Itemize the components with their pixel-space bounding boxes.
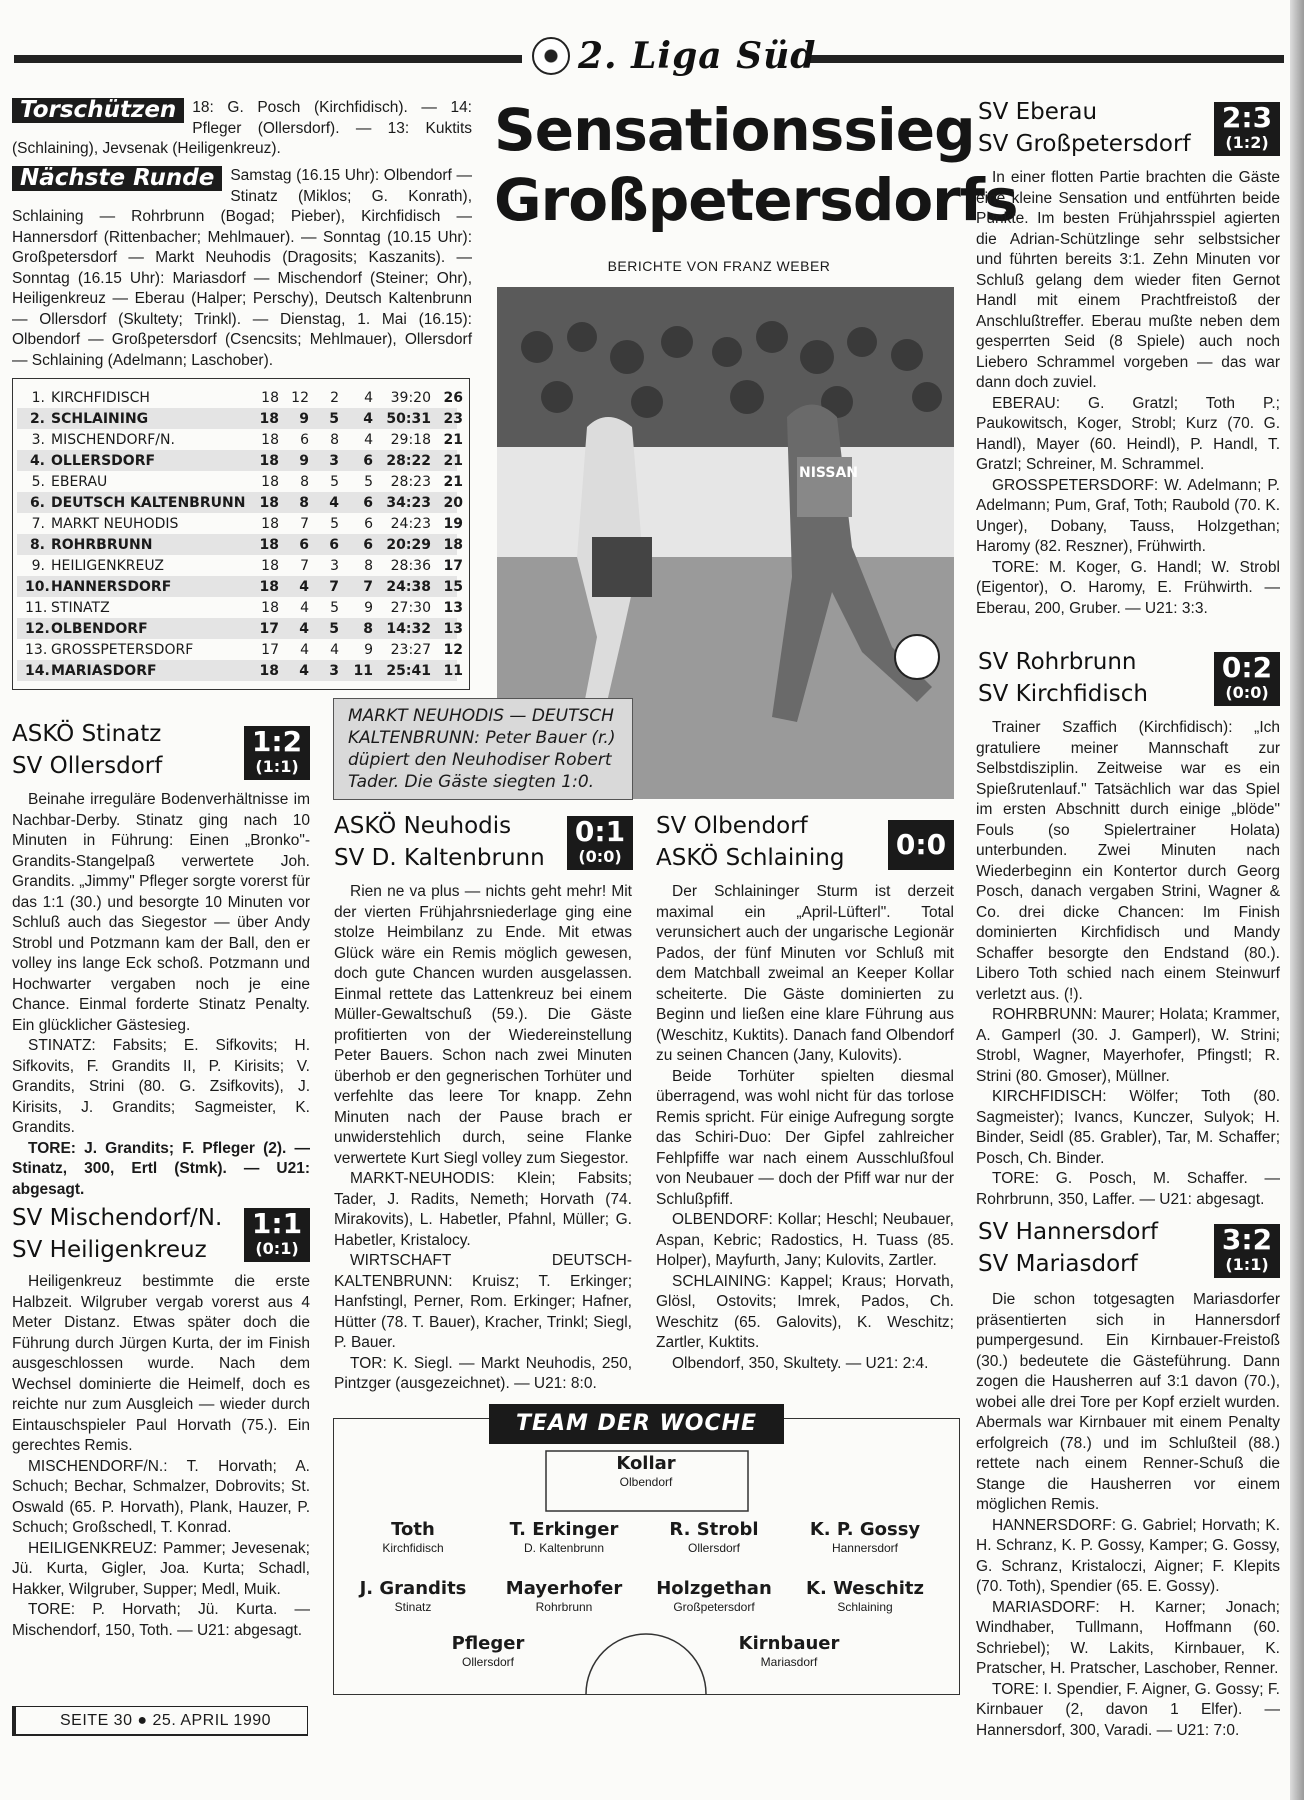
match-rohrbrunn-report [976, 718, 1280, 1210]
goals-line: TORE: P. Horvath; Jü. Kurta. — Mischendorf, 150, Toth. — U21: abgesagt. [12, 1601, 310, 1639]
headline [494, 95, 1018, 235]
table-cell-u: 2 [330, 389, 339, 406]
page-footer: SEITE 30 ● 25. APRIL 1990 [12, 1706, 308, 1736]
team-player [338, 1578, 488, 1614]
soccer-ball-icon [532, 37, 570, 75]
table-cell-s: 12 [291, 389, 309, 406]
player-club: Hannersdorf [831, 1541, 899, 1555]
table-cell-sp: 17 [261, 641, 279, 658]
torschuetzen-text: 18: G. Posch (Kirchfidisch). — 14: Pfleger (Ollersdorf). — 13: Kuktits (Schlaining), Jevsenak (Heiligenkreuz). [12, 99, 472, 157]
player-name: T. Erkinger [509, 1519, 619, 1540]
table-cell-u: 4 [329, 494, 339, 511]
match-home-team: ASKÖ Neuhodis [334, 813, 512, 839]
table-cell-team: MARIASDORF [51, 662, 157, 679]
league-table [12, 378, 470, 690]
final-score: 3:2 [1221, 1223, 1273, 1256]
halftime-score: (0:1) [255, 1239, 299, 1258]
match-away-team: SV D. Kaltenbrunn [334, 845, 545, 871]
table-cell-rank: 1. [31, 389, 45, 406]
match-hannersdorf-report [976, 1290, 1280, 1741]
table-row [17, 597, 463, 618]
table-cell-n: 6 [364, 515, 373, 532]
section-header [532, 36, 816, 76]
headline-line-1: Sensationssieg [494, 96, 975, 164]
table-cell-u: 3 [330, 557, 339, 574]
table-row [17, 513, 463, 534]
match-home-team: SV Rohrbrunn [978, 649, 1137, 675]
naechste-runde-block [12, 166, 472, 371]
match-away-team: ASKÖ Schlaining [656, 845, 845, 871]
table-cell-sp: 18 [261, 431, 279, 448]
table-cell-tore: 14:32 [386, 620, 431, 637]
table-cell-u: 4 [330, 641, 339, 658]
byline: BERICHTE VON FRANZ WEBER [607, 258, 831, 274]
table-cell-n: 11 [353, 662, 373, 679]
table-cell-team: DEUTSCH KALTENBRUNN [51, 494, 246, 511]
final-score: 0:0 [895, 828, 947, 861]
table-cell-n: 4 [363, 410, 373, 427]
halftime-score: (0:0) [1225, 683, 1269, 702]
match-stinatz-score [244, 726, 310, 780]
table-cell-rank: 6. [29, 494, 45, 511]
player-name: Toth [391, 1519, 435, 1540]
final-score: 2:3 [1221, 101, 1273, 134]
table-cell-tore: 25:41 [386, 662, 431, 679]
torschuetzen-tag: Torschützen [12, 98, 184, 123]
table-cell-u: 6 [329, 536, 339, 553]
team-player [790, 1519, 940, 1555]
table-row [17, 387, 463, 408]
table-cell-s: 4 [299, 620, 309, 637]
lineup-heiligenkreuz: HEILIGENKREUZ: Pammer; Jevesenak; Jü. Kurta, Gigler, Joa. Kurta; Schadl, Hakker, Wilgruber, Supper; Medl, Muik. [12, 1539, 310, 1598]
match-stinatz-heading [12, 718, 242, 782]
match-olbendorf-score [888, 820, 954, 870]
match-away-team: SV Kirchfidisch [978, 681, 1148, 707]
player-club: Olbendorf [619, 1475, 673, 1489]
table-cell-n: 9 [364, 599, 373, 616]
table-cell-team: KIRCHFIDISCH [51, 389, 150, 406]
table-cell-pkt: 15 [443, 578, 463, 595]
match-rohrbrunn-heading [978, 646, 1198, 710]
table-cell-tore: 23:27 [390, 641, 431, 658]
final-score: 1:2 [251, 725, 303, 758]
player-club: Kirchfidisch [382, 1541, 444, 1555]
match-mischendorf-report [12, 1272, 310, 1641]
player-name: Kirnbauer [738, 1633, 840, 1654]
player-club: Großpetersdorf [673, 1600, 755, 1614]
lineup-rohrbrunn: ROHRBRUNN: Maurer; Holata; Krammer, A. Gamperl (30. J. Gamperl), W. Strini; Strobl, Wagner, Mayerhofer, Pfingstl; R. Strini (80. Gmoser), Müllner. [976, 1006, 1280, 1085]
table-cell-pkt: 12 [443, 641, 463, 658]
table-cell-rank: 8. [29, 536, 45, 553]
table-cell-tore: 39:20 [390, 389, 431, 406]
table-cell-s: 6 [299, 536, 309, 553]
table-row [17, 492, 463, 513]
team-der-woche-title: TEAM DER WOCHE [489, 1404, 784, 1444]
table-cell-rank: 12. [25, 620, 50, 637]
table-cell-n: 4 [364, 431, 373, 448]
player-club: Schlaining [837, 1600, 893, 1614]
table-cell-pkt: 20 [443, 494, 463, 511]
table-cell-team: EBERAU [51, 473, 108, 490]
report-text: Die schon totgesagten Mariasdorfer präsentierten sich in Hannersdorf pumpergesund. Ein Kirnbauer-Freistoß (30.) bedeutete die Gästeführung. Dann zogen die Hausherren auf 3:1 davon (70.), wobei alle drei Tore per Kopf erzielt wurden. Abermals war Kirnbauer mit einem Penalty erfolgreich (78.) und im Schlußteil (88.) rettete nach einem Renner-Schuß die Stange die Hausherren vor einem möglichen Remis. [976, 1291, 1280, 1513]
table-cell-n: 7 [363, 578, 373, 595]
goals-line: Olbendorf, 350, Skultety. — U21: 2:4. [672, 1354, 929, 1372]
player-name: Pfleger [451, 1633, 525, 1654]
table-cell-pkt: 17 [443, 557, 463, 574]
table-cell-team: HEILIGENKREUZ [51, 557, 164, 574]
report-text: Rien ne va plus — nichts geht mehr! Mit der vierten Frühjahrsniederlage ging eine stolze Heimbilanz zu Ende. Mit etwas Glück wäre ein Remis möglich gewesen, doch gute Chancen wurden ausgelassen. Einmal rettete das Lattenkreuz bei einem Müller-Gewaltschuß (59.). Die Gäste profitierten von der Wiedereinstellung Peter Bauers. Schon nach zwei Minuten überhob er den gegnerischen Torhüter und verfehlte das leere Tor knapp. Zehn Minuten nach der Pause brach er unwiderstehlich durch, seine Flanke verwertete Kurt Siegl volley zum Siegestor. [334, 883, 632, 1167]
table-cell-team: OLLERSDORF [51, 452, 156, 469]
match-mischendorf-score [244, 1208, 310, 1262]
team-player [714, 1633, 864, 1669]
table-cell-rank: 3. [31, 431, 45, 448]
table-cell-tore: 20:29 [386, 536, 431, 553]
table-cell-team: MISCHENDORF/N. [51, 431, 175, 448]
table-cell-n: 8 [363, 620, 373, 637]
table-row [17, 555, 463, 576]
match-eberau-heading [978, 96, 1198, 160]
table-cell-s: 4 [300, 641, 309, 658]
table-cell-sp: 18 [259, 494, 279, 511]
table-row [17, 534, 463, 555]
table-cell-u: 3 [329, 662, 339, 679]
match-stinatz-report [12, 790, 310, 1200]
report-text: In einer flotten Partie brachten die Gäste eine kleine Sensation und entführten beide Punkte. Im besten Frühjahrsspiel agierten die Adrian-Schützlinge sehr selbstsicher und führten bereits 3:1. Zehn Minuten vor Schluß gelang dem wieder fiten Gernot Handl mit einem Prachtfreistoß der Anschlußtreffer. Eberau mußte neben dem gesperrten Seid (8 Spiele) auch noch Liebero Schrammel vorgeben — das war dann doch zuviel. [976, 169, 1280, 391]
match-away-team: SV Mariasdorf [978, 1251, 1138, 1277]
table-cell-pkt: 11 [443, 662, 463, 679]
match-home-team: SV Hannersdorf [978, 1219, 1159, 1245]
table-cell-u: 5 [330, 473, 339, 490]
table-cell-s: 8 [300, 473, 309, 490]
table-cell-s: 7 [300, 557, 309, 574]
table-cell-pkt: 13 [443, 599, 463, 616]
table-cell-s: 4 [300, 599, 309, 616]
table-cell-n: 8 [364, 557, 373, 574]
match-home-team: ASKÖ Stinatz [12, 721, 162, 747]
table-cell-rank: 10. [25, 578, 50, 595]
table-cell-rank: 7. [31, 515, 45, 532]
table-cell-rank: 2. [29, 410, 45, 427]
player-name: Holzgethan [656, 1578, 772, 1599]
table-row [17, 576, 463, 597]
table-cell-pkt: 13 [443, 620, 463, 637]
table-cell-s: 7 [300, 515, 309, 532]
player-name: Kollar [616, 1453, 676, 1474]
table-cell-sp: 18 [261, 599, 279, 616]
table-row [17, 450, 463, 471]
lineup-schlaining: SCHLAINING: Kappel; Kraus; Horvath, Glösl, Ostovits; Imrek, Pados, Ch. Weschitz (65. Galovits), K. Weschitz; Zartler, Kuktits. [656, 1272, 954, 1351]
report-text-2: Beide Torhüter spielten diesmal überragend, was wohl nicht für das torlose Remis spricht. Für einige Aufregung sorgte das Schiri-Duo: Der Gipfel zahlreicher Fehlpfiffe war nach einem Ausschlußfoul von Neubauer — doch der Pfiff war nur der Schlußpfiff. [656, 1067, 954, 1208]
table-cell-sp: 18 [261, 557, 279, 574]
table-cell-s: 6 [300, 431, 309, 448]
table-cell-team: MARKT NEUHODIS [51, 515, 179, 532]
table-cell-sp: 18 [259, 578, 279, 595]
torschuetzen-block [12, 98, 472, 160]
player-name: J. Grandits [359, 1578, 467, 1599]
table-cell-u: 5 [330, 599, 339, 616]
match-hannersdorf-score [1214, 1224, 1280, 1278]
report-text: Trainer Szaffich (Kirchfidisch): „Ich gratuliere meiner Mannschaft zur Selbstdisziplin. Zeitweise war es ein Spießrutenlauf." Tatsächlich war das Spiel im ersten Abschnitt durch einige „blöde" Fouls (so Spielertrainer Holata) unterbunden. Zwei Minuten nach Wiederbeginn ein Kontertor durch Georg Posch, danach vergaben Strini, Wagner & Co. drei dicke Chancen: Im Finish dominierten Kirchfidisch und Mandy Schaffer besorgte den Endstand (80.). Libero Toth schied nach einem Steinwurf verletzt aus. (!). [976, 719, 1280, 1003]
table-cell-rank: 11. [25, 599, 48, 616]
table-cell-team: OLBENDORF [51, 620, 148, 637]
report-text: Heiligenkreuz bestimmte die erste Halbzeit. Wilgruber vergab vorerst aus 4 Meter Distanz. Etwas später doch die Führung durch Jürgen Kurta, der im Finish ausgeschlossen wurde. Nach dem Wechsel dominierte die Heimelf, doch es reichte nur zum Ausgleich — wieder durch Eintauschspieler Paul Horvath (75.). Ein gerechtes Remis. [12, 1273, 310, 1454]
table-cell-s: 4 [299, 662, 309, 679]
headline-line-2: Großpetersdorfs [494, 166, 1018, 234]
match-olbendorf-heading [656, 810, 876, 874]
table-cell-rank: 9. [31, 557, 45, 574]
halftime-score: (0:0) [578, 847, 622, 866]
photo-caption: MARKT NEUHODIS — DEUTSCH KALTENBRUNN: Peter Bauer (r.) düpiert den Neuhodiser Robert Tader. Die Gäste siegten 1:0. [333, 698, 633, 800]
report-text-1: Der Schlaininger Sturm ist derzeit maximal ein „April-Lüfterl". Total verunsichert auch der ungarische Legionär Pados, der fünf Minuten vor Schluß mit dem Matchball zweimal an Keeper Kollar scheiterte. Die Gäste dominierten zu Beginn und ließen eine klare Führung aus (Weschitz, Kuktits). Danach fand Olbendorf zu seinen Chancen (Jany, Kulovits). [656, 883, 954, 1064]
table-cell-tore: 34:23 [386, 494, 431, 511]
table-cell-sp: 18 [261, 389, 279, 406]
table-cell-team: HANNERSDORF [51, 578, 172, 595]
goals-line: TORE: M. Koger, G. Handl; W. Strobl (Eigentor), O. Haromy, E. Frühwirth. — Eberau, 200, Gruber. — U21: 3:3. [976, 558, 1280, 617]
table-cell-n: 6 [363, 452, 373, 469]
table-cell-s: 9 [299, 410, 309, 427]
lineup-neuhodis: MARKT-NEUHODIS: Klein; Fabsits; Tader, J. Radits, Nemeth; Horvath (74. Mirakovits), L. Habetler, Pfahnl, Müller; G. Habetler, Kristalocy. [334, 1170, 632, 1249]
naechste-runde-text: Samstag (16.15 Uhr): Olbendorf — Stinatz (Miklos; G. Konrath), Schlaining — Rohrbrunn (Bogad; Pieber), Kirchfidisch — Hannersdorf (Rittenbacher; Mehlmauer). — Sonntag (10.15 Uhr): Großpetersdorf — Markt Neuhodis (Dragosits; Kaszanits). — Sonntag (16.15 Uhr): Mariasdorf — Mischendorf (Steiner; Ohr), Heiligenkreuz — Eberau (Halper; Perschy), Deutsch Kaltenbrunn — Ollersdorf (Skultety; Trinkl). — Dienstag, 1. Mai (16.15): Olbendorf — Großpetersdorf (Csencsits; Mehlmauer), Ollersdorf — Schlaining (Adelmann; Laschober). [12, 167, 472, 369]
player-club: Stinatz [394, 1600, 432, 1614]
lineup-olbendorf: OLBENDORF: Kollar; Heschl; Neubauer, Aspan, Kebric; Radostics, H. Tuass (85. Holper), Mayfurth, Jany; Kulovits, Zartler. [656, 1211, 954, 1269]
team-player [413, 1633, 563, 1669]
match-neuhodis-score [567, 816, 633, 870]
shirt-sponsor: NISSAN [799, 465, 859, 481]
table-cell-team: GROSSPETERSDORF [51, 641, 194, 658]
naechste-runde-tag: Nächste Runde [12, 166, 222, 191]
match-home-team: SV Eberau [978, 99, 1098, 125]
table-cell-n: 6 [363, 536, 373, 553]
goals-line: TOR: K. Siegl. — Markt Neuhodis, 250, Pintzger (ausgezeichnet). — U21: 8:0. [334, 1354, 632, 1392]
table-cell-n: 9 [364, 641, 373, 658]
match-mischendorf-heading [12, 1202, 242, 1266]
table-cell-sp: 18 [261, 515, 279, 532]
header-rule-left [14, 55, 522, 63]
player-club: Ollersdorf [461, 1655, 514, 1669]
lineup-kaltenbrunn: WIRTSCHAFT DEUTSCH-KALTENBRUNN: Kruisz; T. Erkinger; Hanfstingl, Perner, Rom. Erkinger; Hafner, Hütter (78. T. Bauer), Kracher, Trinkl; Siegl, P. Bauer. [334, 1252, 632, 1351]
team-player [790, 1578, 940, 1614]
header-rule-right [808, 55, 1284, 63]
table-row [17, 639, 463, 660]
player-club: Ollersdorf [687, 1541, 740, 1555]
table-cell-s: 4 [299, 578, 309, 595]
table-cell-u: 5 [330, 515, 339, 532]
table-row [17, 660, 463, 681]
team-player [639, 1578, 789, 1614]
table-cell-u: 3 [329, 452, 339, 469]
page-binding-edge [1290, 0, 1304, 1800]
lineup-stinatz: STINATZ: Fabsits; E. Sifkovits; H. Sifkovits, F. Grandits II, P. Kirisits; V. Grandits, Strini (80. G. Zsifkovits), J. Kirisits, J. Grandits; Sagmeister, K. Grandits. [12, 1037, 310, 1136]
table-cell-u: 7 [329, 578, 339, 595]
table-cell-n: 6 [363, 494, 373, 511]
player-club: D. Kaltenbrunn [523, 1541, 605, 1555]
table-cell-u: 5 [329, 620, 339, 637]
table-cell-sp: 18 [259, 536, 279, 553]
match-neuhodis-heading [334, 810, 554, 874]
lineup-mischendorf: MISCHENDORF/N.: T. Horvath; A. Schuch; Bechar, Schmalzer, Dobrovits; St. Oswald (65. P. Horvath), Plank, Hauzer, P. Schuch; Großschedl, T. Konrad. [12, 1457, 310, 1536]
report-text: Beinahe irreguläre Bodenverhältnisse im Nachbar-Derby. Stinatz ging nach 10 Minuten in Führung: Einen „Bronko"-Grandits-Stangelpaß verwertete Joh. Grandits. „Jimmy" Pfleger sorgte vorerst für das 1:1 (30.) und besorgte 10 Minuten vor Schluß auch das Siegestor — über Andy Strobl und Potzmann kam der Ball, den er volley ins lange Eck schoß. Potzmann und Hochwarter vergaben noch je eine Chance. Einmal forderte Stinatz Penalty. Ein glücklicher Gästesieg. [12, 791, 310, 1034]
lineup-kirchfidisch: KIRCHFIDISCH: Wölfer; Toth (80. Sagmeister); Ivancs, Kunczer, Sulyok; H. Binder, Seidl (85. Grabler), Tar, M. Schaffer; Posch, Ch. Binder. [976, 1088, 1280, 1167]
player-name: K. Weschitz [806, 1578, 924, 1599]
table-cell-s: 8 [299, 494, 309, 511]
player-name: Mayerhofer [505, 1578, 623, 1599]
table-row [17, 471, 463, 492]
table-cell-rank: 13. [25, 641, 48, 658]
lineup-mariasdorf: MARIASDORF: H. Karner; Jonach; Windhaber, Tullmann, Hoffmann (60. Schriebel); W. Lakits, Kirnbauer, K. Pratscher, H. Pratscher, Laschober, Renner. [976, 1598, 1280, 1677]
player-club: Mariasdorf [760, 1655, 818, 1669]
table-row [17, 429, 463, 450]
table-cell-tore: 28:23 [390, 473, 431, 490]
player-name: K. P. Gossy [809, 1519, 921, 1540]
table-cell-pkt: 21 [443, 473, 463, 490]
table-row [17, 408, 463, 429]
table-cell-pkt: 23 [443, 410, 463, 427]
section-title: 2. Liga Süd [578, 35, 817, 77]
team-player [571, 1453, 721, 1489]
match-away-team: SV Großpetersdorf [978, 131, 1191, 157]
team-player [489, 1578, 639, 1614]
table-cell-u: 8 [330, 431, 339, 448]
table-cell-team: STINATZ [51, 599, 110, 616]
match-home-team: SV Mischendorf/N. [12, 1205, 223, 1231]
table-cell-tore: 28:36 [390, 557, 431, 574]
halftime-score: (1:2) [1225, 133, 1269, 152]
table-cell-sp: 18 [261, 473, 279, 490]
table-cell-rank: 14. [25, 662, 50, 679]
table-cell-tore: 50:31 [386, 410, 431, 427]
table-cell-pkt: 26 [443, 389, 463, 406]
table-cell-tore: 29:18 [390, 431, 431, 448]
goals-line: TORE: J. Grandits; F. Pfleger (2). — Stinatz, 300, Ertl (Stmk). — U21: abgesagt. [12, 1139, 310, 1198]
final-score: 0:2 [1221, 651, 1273, 684]
table-cell-tore: 27:30 [390, 599, 431, 616]
goals-line: TORE: I. Spendier, F. Aigner, G. Gossy; F. Kirnbauer (2, davon 1 Elfer). — Hannersdorf, 300, Varadi. — U21: 7:0. [976, 1680, 1280, 1739]
match-home-team: SV Olbendorf [656, 813, 808, 839]
table-cell-rank: 4. [29, 452, 45, 469]
table-cell-sp: 18 [259, 410, 279, 427]
goals-line: TORE: G. Posch, M. Schaffer. — Rohrbrunn, 350, Laffer. — U21: abgesagt. [976, 1170, 1280, 1208]
table-cell-sp: 18 [259, 452, 279, 469]
table-row [17, 618, 463, 639]
match-olbendorf-report [656, 882, 954, 1374]
table-cell-pkt: 18 [443, 536, 463, 553]
table-cell-u: 5 [329, 410, 339, 427]
table-cell-tore: 28:22 [386, 452, 431, 469]
table-cell-n: 4 [364, 389, 373, 406]
table-cell-sp: 17 [259, 620, 279, 637]
table-cell-team: ROHRBRUNN [51, 536, 153, 553]
table-cell-tore: 24:23 [390, 515, 431, 532]
lineup-eberau: EBERAU: G. Gratzl; Toth P.; Paukowitsch, Koger, Strobl; Kurz (70. G. Handl), Mayer (60. Heindl), P. Handl, T. Gratzl; Schreiner, M. Schrammel. [976, 394, 1280, 473]
team-player [338, 1519, 488, 1555]
lineup-hannersdorf: HANNERSDORF: G. Gabriel; Horvath; K. H. Schranz, K. P. Gossy, Kamper; G. Gossy, G. Schranz, Kristaloczi, Aigner; F. Klepits (70. Toth), Spendier (65. E. Gossy). [976, 1516, 1280, 1595]
match-eberau-score [1214, 102, 1280, 156]
table-cell-pkt: 21 [443, 431, 463, 448]
final-score: 0:1 [574, 815, 626, 848]
player-club: Rohrbrunn [535, 1600, 593, 1614]
match-rohrbrunn-score [1214, 652, 1280, 706]
table-cell-sp: 18 [259, 662, 279, 679]
table-cell-pkt: 19 [443, 515, 463, 532]
match-eberau-report [976, 168, 1280, 619]
match-hannersdorf-heading [978, 1216, 1198, 1280]
halftime-score: (1:1) [255, 757, 299, 776]
table-cell-n: 5 [364, 473, 373, 490]
team-player [639, 1519, 789, 1555]
final-score: 1:1 [251, 1207, 303, 1240]
player-name: R. Strobl [669, 1519, 759, 1540]
match-away-team: SV Heiligenkreuz [12, 1237, 207, 1263]
match-away-team: SV Ollersdorf [12, 753, 163, 779]
team-player [489, 1519, 639, 1555]
table-cell-tore: 24:38 [386, 578, 431, 595]
table-cell-pkt: 21 [443, 452, 463, 469]
table-cell-s: 9 [299, 452, 309, 469]
table-cell-rank: 5. [31, 473, 45, 490]
match-neuhodis-report [334, 882, 632, 1395]
lineup-grosspetersdorf: GROSSPETERSDORF: W. Adelmann; P. Adelmann; Pum, Graf, Toth; Raubold (70. K. Unger), Dobany, Tauss, Holzgethan; Haromy (82. Reszner), Frühwirth. [976, 476, 1280, 555]
table-cell-team: SCHLAINING [51, 410, 149, 427]
halftime-score: (1:1) [1225, 1255, 1269, 1274]
